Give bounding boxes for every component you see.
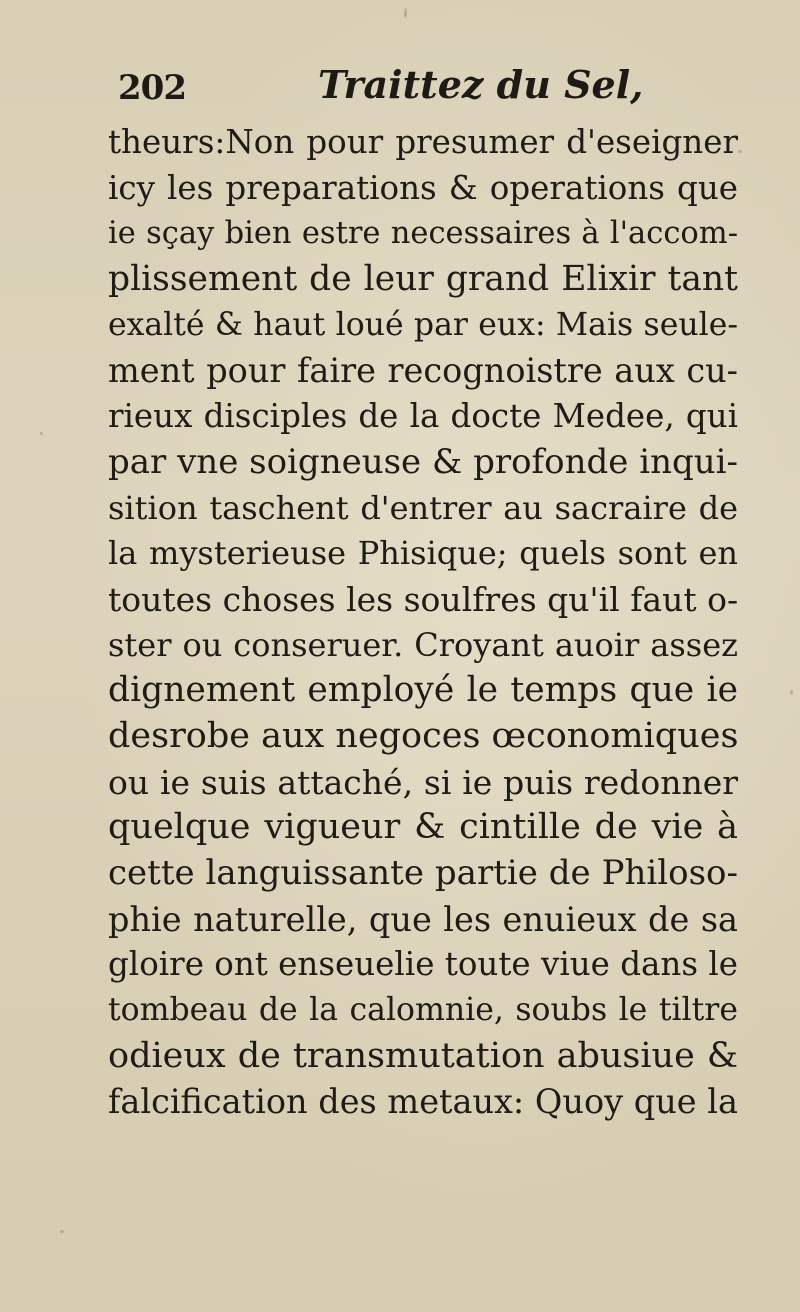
text-line: tombeau de la calomnie, soubs le tiltre <box>108 992 738 1029</box>
body-text <box>108 120 748 1125</box>
text-line: desrobe aux negoces œconomiques <box>108 715 738 756</box>
text-line: theurs:Non pour presumer d'eseigner <box>108 123 738 161</box>
text-line: odieux de transmutation abusiue & <box>108 1035 738 1076</box>
text-line: plissement de leur grand Elixir tant <box>108 259 738 300</box>
text-line: cette languissante partie de Philoso- <box>108 853 738 893</box>
paper-speck <box>40 432 43 435</box>
text-line: la mysterieuse Phisique; quels sont en <box>108 534 738 573</box>
page-number: 202 <box>118 68 186 108</box>
text-line: quelque vigueur & cintille de vie à <box>108 807 738 848</box>
text-line: phie naturelle, que les enuieux de sa <box>108 899 738 939</box>
text-line: ie sçay bien estre necessaires à l'accom- <box>108 216 738 252</box>
text-line: sition taschent d'entrer au sacraire de <box>108 488 738 527</box>
text-line: ou ie suis attaché, si ie puis redonner <box>108 762 738 802</box>
text-line: dignement employé le temps que ie <box>108 670 738 711</box>
page-header <box>118 58 678 114</box>
paper-speck <box>790 690 793 695</box>
text-line: ment pour faire recognoistre aux cu- <box>108 351 738 391</box>
paper-speck <box>60 1230 64 1233</box>
text-line: rieux disciples de la docte Medee, qui <box>108 397 738 436</box>
text-line: exalté & haut loué par eux: Mais seule- <box>108 306 738 343</box>
text-line: par vne soigneuse & profonde inqui- <box>108 441 738 482</box>
text-line: falcification des metaux: Quoy que la <box>108 1082 738 1122</box>
text-line: ster ou conseruer. Croyant auoir assez <box>108 625 738 664</box>
text-line: gloire ont enseuelie toute viue dans le <box>108 945 738 984</box>
paper-speck <box>404 8 407 18</box>
running-title: Traittez du Sel, <box>318 62 644 107</box>
text-line: toutes choses les soulfres qu'il faut o- <box>108 579 738 619</box>
text-line: icy les preparations & operations que <box>108 168 738 207</box>
